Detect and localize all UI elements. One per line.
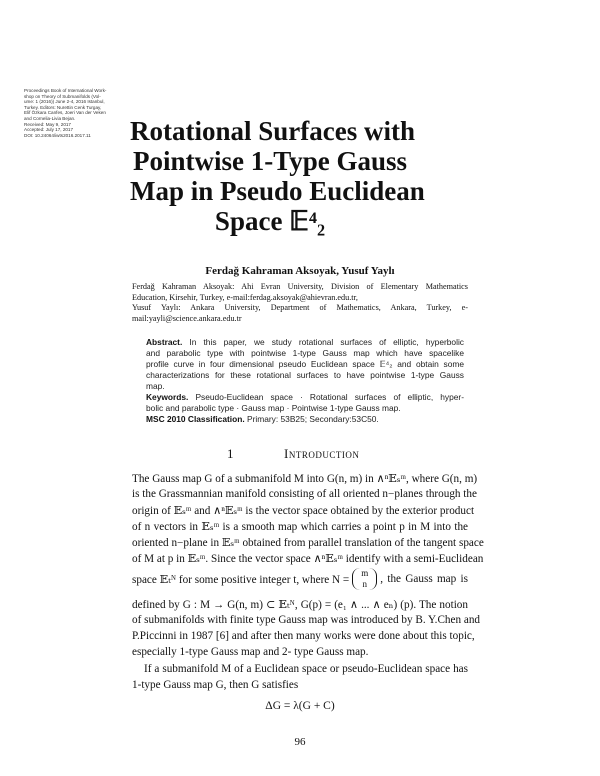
title-line: Map in Pseudo Euclidean [130,176,425,206]
body-text-fragment: , the Gauss map is [380,573,468,585]
msc-label: MSC 2010 Classification. [146,414,245,424]
body-line: oriented n−plane in 𝔼ₛᵐ obtained from parallel translation of the tangent space [132,537,484,549]
body-line: P.Piccinni in 1987 [6] and after then many works were done about this topic, [132,630,475,642]
received-date: Received: May 9, 2017 [24,121,71,127]
body-line: of n vectors in 𝔼ₛᵐ is a smooth map which carries a point p in M into the [132,521,468,533]
sidebar-line: Proceedings Book of International Work- [24,88,107,93]
body-line: defined by G : M → G(n, m) ⊂ 𝔼ₜᴺ, G(p) = (e₁ ∧ ... ∧ eₙ) (p). The notion [132,599,468,611]
keywords-line: Pseudo-Euclidean space · Rotational surfaces of elliptic, hyper- [195,392,464,402]
sidebar-line: Turkey. Editors: Nurettin Cenk Turgay, [24,104,102,110]
abstract-line: In this paper, we study rotational surfaces of elliptic, hyperbolic [189,337,464,347]
keywords-line: bolic and parabolic type · Gauss map · Pointwise 1-type Gauss map. [146,403,401,413]
abstract [146,337,464,425]
equation: ΔG = λ(G + C) [265,700,335,712]
body-text-fragment: space 𝔼ₜᴺ for some positive integer t, where N = [132,573,350,586]
paper-title [130,116,425,236]
body-line: is the Grassmannian manifold consisting of all oriented n−planes through the [132,488,477,500]
affiliations [132,282,468,324]
binomial-top: m [361,568,369,578]
affiliation-line: mail:yayli@science.ankara.edu.tr [132,313,242,323]
abstract-line: and parabolic type with pointwise 1-type Gauss map which have spacelike [146,348,464,358]
abstract-line: profile curve in four dimensional pseudo Euclidean space 𝔼⁴₂ and obtain some [146,359,464,369]
binomial-bottom: n [362,579,367,589]
body-line: The Gauss map G of a submanifold M into G(n, m) in ∧ⁿ𝔼ₛᵐ, where G(n, m) [132,473,478,485]
affiliation-line: Yusuf Yaylı: Ankara University, Department of Mathematics, Ankara, Turkey, e- [132,303,468,312]
body-line: If a submanifold M of a Euclidean space or pseudo-Euclidean space has [144,663,468,675]
title-line: Pointwise 1-Type Gauss [132,146,408,176]
proceedings-info [24,88,124,138]
body-line: especially 1-type Gauss map and 2- type Gauss map. [132,646,369,658]
page-number: 96 [294,736,306,748]
msc-classification: Primary: 53B25; Secondary:53C50. [247,414,379,424]
authors: Ferdağ Kahraman Aksoyak, Yusuf Yaylı [205,265,395,277]
keywords-label: Keywords. [146,392,189,402]
sidebar-line: Elif Özkara Canfes, Joeri Van der Veken [24,110,106,116]
sidebar-line: shop on Theory of Submanifolds (Vol- [24,93,101,99]
section-number: 1 [227,446,234,461]
body-line-binomial [132,568,468,590]
doi: DOI: 10.24064/iwts2016.2017.11 [24,132,91,138]
section-title: Introduction [284,446,360,461]
body-line: 1-type Gauss map G, then G satisfies [132,679,299,691]
abstract-line: map. [146,381,165,391]
body-line: of submanifolds with finite type Gauss map was introduced by B. Y.Chen and [132,614,481,626]
abstract-label: Abstract. [146,337,183,347]
accepted-date: Accepted: July 17, 2017 [24,127,74,133]
binomial-coefficient [352,568,377,590]
affiliation-line: Ferdağ Kahraman Aksoyak: Ahi Evran University, Division of Elementary Mathematics [132,282,468,291]
title-line: Rotational Surfaces with [130,116,415,146]
abstract-line: characterizations for these rotational surfaces to have pointwise 1-type Gauss [146,370,464,380]
body-line: origin of 𝔼ₛᵐ and ∧ⁿ𝔼ₛᵐ is the vector space obtained by the exterior product [132,505,475,517]
sidebar-line: ume: 1 (2016)) June 2-4, 2016 Istanbul, [24,99,105,105]
sidebar-line: and Cornelia-Livia Bejan. [24,115,76,121]
affiliation-line: Education, Kirsehir, Turkey, e-mail:ferdag.aksoyak@ahievran.edu.tr, [132,292,358,302]
body-line: of M at p in 𝔼ₛᵐ. Since the vector space ∧ⁿ𝔼ₛᵐ identify with a semi-Euclidean [132,553,484,565]
title-line: Space 𝔼⁴₂ [214,206,326,236]
